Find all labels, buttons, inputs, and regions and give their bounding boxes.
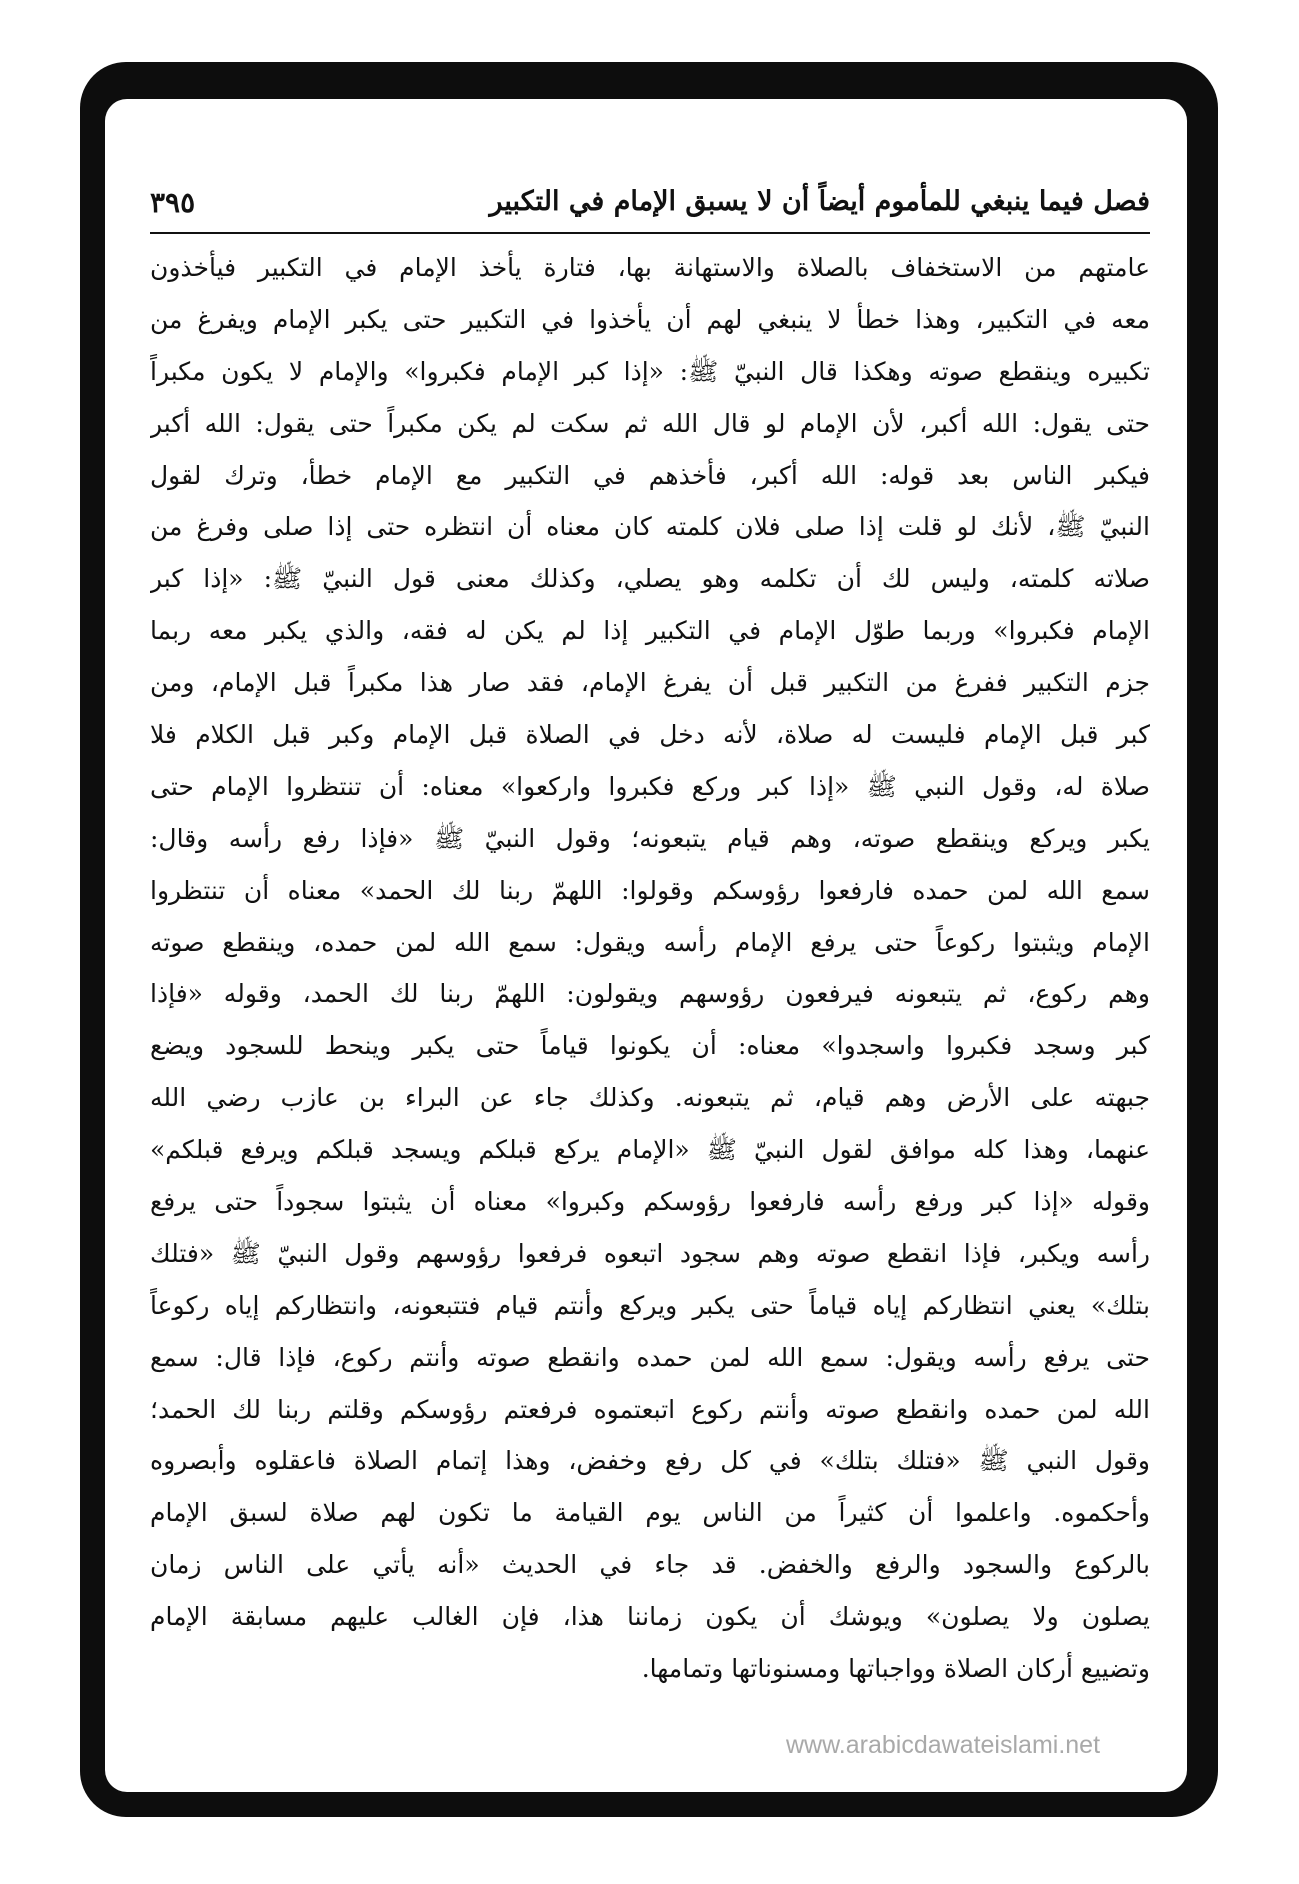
page-number: ٣٩٥ [150,186,196,219]
text-line: وقول النبي ﷺ «فتلك بتلك» في كل رفع وخفض، وهذا إتمام الصلاة فاعقلوه وأبصروه [150,1446,1150,1476]
text-line: وتضييع أركان الصلاة وواجباتها ومسنوناتها وتمامها. [641,1654,1150,1684]
text-line: كبر قبل الإمام فليست له صلاة، لأنه دخل في الصلاة قبل الإمام وكبر قبل الكلام فلا [150,720,1150,750]
watermark-url: www.arabicdawateislami.net [786,1731,1101,1759]
text-line: صلاة له، وقول النبي ﷺ «إذا كبر وركع فكبروا واركعوا» معناه: أن تنتظروا الإمام حتى [150,771,1150,801]
body-text [150,242,1150,1695]
text-line: حتى يقول: الله أكبر، لأن الإمام لو قال الله ثم سكت لم يكن مكبراً حتى يقول: الله أكبر [150,408,1150,438]
text-line: وقوله «إذا كبر ورفع رأسه فارفعوا رؤوسكم وكبروا» معناه أن يثبتوا سجوداً حتى يرفع [150,1187,1150,1217]
running-header [150,186,1150,230]
text-line: سمع الله لمن حمده فارفعوا رؤوسكم وقولوا: اللهمّ ربنا لك الحمد» معناه أن تنتظروا [150,875,1150,905]
text-line: صلاته كلمته، وليس لك أن تكلمه وهو يصلي، وكذلك معنى قول النبيّ ﷺ: «إذا كبر [150,564,1150,594]
text-line: كبر وسجد فكبروا واسجدوا» معناه: أن يكونوا قياماً حتى يكبر وينحط للسجود ويضع [150,1031,1150,1061]
text-line: رأسه ويكبر، فإذا انقطع صوته وهم سجود اتبعوه فرفعوا رؤوسهم وقول النبيّ ﷺ «فتلك [150,1238,1150,1268]
text-line: فيكبر الناس بعد قوله: الله أكبر، فأخذهم في التكبير مع الإمام خطأ، وترك لقول [150,460,1150,490]
text-line: الإمام فكبروا» وربما طوّل الإمام في التكبير إذا لم يكن له فقه، والذي يكبر معه ربما [150,616,1150,646]
header-rule [150,232,1150,234]
text-line: بتلك» يعني انتظاركم إياه قياماً حتى يكبر ويركع وأنتم قيام فتتبعونه، وانتظاركم إياه ركوعاً [150,1290,1150,1320]
text-line: يكبر ويركع وينقطع صوته، وهم قيام يتبعونه؛ وقول النبيّ ﷺ «فإذا رفع رأسه وقال: [150,823,1150,853]
text-line: بالركوع والسجود والرفع والخفض. قد جاء في الحديث «أنه يأتي على الناس زمان [150,1550,1150,1580]
text-line: يصلون ولا يصلون» ويوشك أن يكون زماننا هذا، فإن الغالب عليهم مسابقة الإمام [150,1602,1150,1632]
text-line: جبهته على الأرض وهم قيام، ثم يتبعونه. وكذلك جاء عن البراء بن عازب رضي الله [150,1083,1150,1113]
text-line: تكبيره وينقطع صوته وهكذا قال النبيّ ﷺ: «إذا كبر الإمام فكبروا» والإمام لا يكون مكبراً [150,356,1150,386]
text-line: جزم التكبير ففرغ من التكبير قبل أن يفرغ الإمام، فقد صار هذا مكبراً قبل الإمام، ومن [150,668,1150,698]
text-line: حتى يرفع رأسه ويقول: سمع الله لمن حمده وانقطع صوته وأنتم ركوع، فإذا قال: سمع [150,1342,1150,1372]
text-line: الله لمن حمده وانقطع صوته وأنتم ركوع اتبعتموه فرفعتم رؤوسكم وقلتم ربنا لك الحمد؛ [150,1394,1150,1424]
text-line: النبيّ ﷺ، لأنك لو قلت إذا صلى فلان كلمته كان معناه أن انتظره حتى إذا صلى وفرغ من [150,512,1150,542]
text-line: الإمام ويثبتوا ركوعاً حتى يرفع الإمام رأسه ويقول: سمع الله لمن حمده، وينقطع صوته [150,927,1150,957]
text-line: وهم ركوع، ثم يتبعونه فيرفعون رؤوسهم ويقولون: اللهمّ ربنا لك الحمد، وقوله «فإذا [150,979,1150,1009]
text-line: عامتهم من الاستخفاف بالصلاة والاستهانة بها، فتارة يأخذ الإمام في التكبير فيأخذون [150,253,1150,282]
chapter-title: فصل فيما ينبغي للمأموم أيضاً أن لا يسبق الإمام في التكبير [489,186,1150,217]
text-line: معه في التكبير، وهذا خطأ لا ينبغي لهم أن يأخذوا في التكبير حتى يكبر الإمام ويفرغ من [150,304,1150,334]
text-line: وأحكموه. واعلموا أن كثيراً من الناس يوم القيامة ما تكون لهم صلاة لسبق الإمام [150,1498,1150,1528]
text-line: عنهما، وهذا كله موافق لقول النبيّ ﷺ «الإمام يركع قبلكم ويسجد قبلكم ويرفع قبلكم» [150,1135,1150,1165]
